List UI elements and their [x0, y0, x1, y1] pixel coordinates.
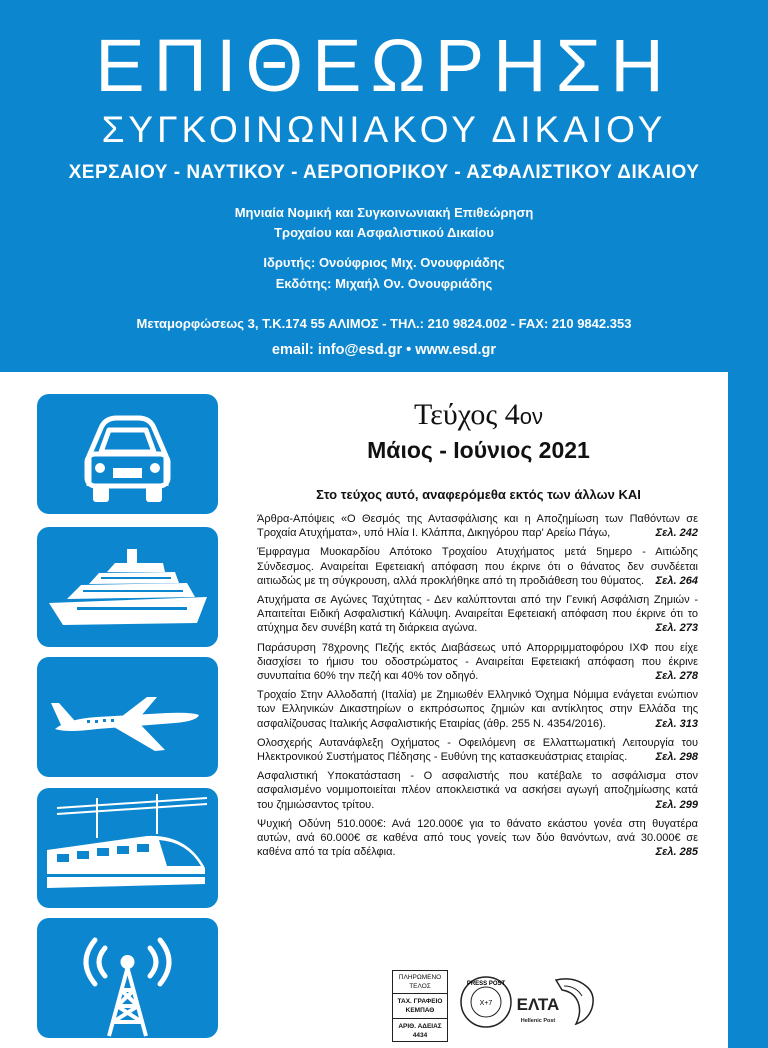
journal-subtitle: ΣΥΓΚΟΙΝΩΝΙΑΚΟΥ ΔΙΚΑΙΟΥ: [101, 109, 667, 150]
founder: Ιδρυτής: Ονούφριος Μιχ. Ονουφριάδης: [263, 255, 505, 270]
postage-paid-stamp: [392, 970, 448, 1042]
list-item: [257, 688, 698, 731]
page-ref: Σελ. 285: [655, 846, 698, 859]
article-list: [257, 512, 698, 864]
issue-suffix: ον: [519, 404, 543, 429]
article-text: Τροχαίο Στην Αλλοδαπή (Ιταλία) με Ζημιωθέν Ελληνικό Όχημα Νόμιμα ενάγεται ενώπιον των Ελληνικών Δικαστηρίων ο εκπρόσωπος ζημιών και αντίκλητος στην Ελλάδα της ασφαλίζουσας Ιταλικής Ασφαλιστικής Εταιρίας (άθρ. 255 Ν. 4354/2016).: [257, 689, 698, 730]
article-text: Παράσυρση 78χρονης Πεζής εκτός Διαβάσεως υπό Απορριμματοφόρου ΙΧΦ που είχε διασχίσει το ήμισυ του οδοστρώματος - Αναιρείται Εφετειακή απόφαση που έκρινε συνυπαίτια 60% την πεζή και 40% τον οδηγό.: [257, 641, 698, 683]
antenna-icon: [37, 918, 218, 1038]
issue-intro: Στο τεύχος αυτό, αναφερόμεθα εκτός των άλλων ΚΑΙ: [316, 487, 641, 502]
description-line1: Μηνιαία Νομική και Συγκοινωνιακή Επιθεώρηση: [234, 205, 534, 220]
page-ref: Σελ. 298: [655, 751, 698, 764]
train-icon: [37, 788, 218, 908]
page-ref: Σελ. 273: [655, 622, 698, 635]
page-ref: Σελ. 299: [655, 798, 698, 811]
right-edge-strip: [728, 372, 768, 1048]
address: Μεταμορφώσεως 3, Τ.Κ.174 55 ΑΛΙΜΟΣ - ΤΗΛ.: 210 9824.002 - FAX: 210 9842.353: [136, 316, 632, 331]
airplane-icon: [37, 657, 218, 777]
article-text: Ολοσχερής Αυτανάφλεξη Οχήματος - Οφειλόμενη σε Ελλαττωματική Λειτουργία του Ηλεκτρονικού Συστήματος Πέδησης - Ευθύνη της κατασκευάστριας εταιρίας.: [257, 736, 698, 764]
elta-name: ΕΛΤΑ: [516, 995, 560, 1014]
list-item: [257, 736, 698, 764]
stamp-line1: ΠΛΗΡΩΜΕΝΟ ΤΕΛΟΣ: [393, 971, 447, 994]
journal-title: ΕΠΙΘΕΩΡΗΣΗ: [95, 24, 673, 107]
list-item: [257, 769, 698, 812]
page-ref: Σελ. 278: [655, 670, 698, 683]
elta-sub: Hellenic Post: [520, 1018, 556, 1024]
page-ref: Σελ. 313: [655, 717, 698, 730]
contact-links[interactable]: email: info@esd.gr • www.esd.gr: [271, 342, 497, 358]
elta-logo: [516, 972, 606, 1032]
page-ref: Σελ. 264: [655, 574, 698, 587]
issue-date: Μάιος - Ιούνιος 2021: [367, 437, 590, 463]
law-branches: ΧΕΡΣΑΙΟΥ - ΝΑΥΤΙΚΟΥ - ΑΕΡΟΠΟΡΙΚΟΥ - ΑΣΦΑΛΙΣΤΙΚΟΥ ΔΙΚΑΙΟΥ: [68, 162, 700, 183]
ship-icon: [37, 527, 218, 647]
masthead: [0, 0, 768, 372]
stamp-line2: ΤΑΧ. ΓΡΑΦΕΙΟ ΚΕΜΠΑΘ: [393, 994, 447, 1019]
list-item: [257, 512, 698, 540]
page-ref: Σελ. 242: [655, 527, 698, 540]
article-text: Ατυχήματα σε Αγώνες Ταχύτητας - Δεν καλύπτονται από την Γενική Ασφάλιση Ζημιών - Απαιτείται Ειδική Ασφαλιστική Κάλυψη. Αναιρείται Εφετειακή απόφαση που έκρινε ότι το ατύχημα δεν συνέβη κατά τη διάρκεια αγώνα.: [257, 594, 698, 635]
article-text: Έμφραγμα Μυοκαρδίου Απότοκο Τροχαίου Ατυχήματος μετά 5ημερο - Αιτιώδης Σύνδεσμος. Αναιρείται Εφετειακή απόφαση που έκρινε ότι ο θάνατος δεν συνδέεται αιτιωδώς με τη σύγκρουση, αλλά προκλήθηκε από τη προδιάθεση του θύματος.: [257, 546, 698, 587]
press-code: Χ+7: [479, 1000, 493, 1007]
description-line2: Τροχαίου και Ασφαλιστικού Δικαίου: [274, 225, 494, 240]
article-text: Άρθρα-Απόψεις «Ο Θεσμός της Αντασφάλισης και η Αποζημίωση των Παθόντων σε Τροχαία Ατυχήματα», υπό Ηλία Ι. Κλάππα, Δικηγόρου παρ' Αρείω Πάγω,: [257, 513, 698, 540]
stamp-line3: ΑΡΙΘ. ΑΔΕΙΑΣ 4434: [398, 1023, 442, 1039]
list-item: [257, 593, 698, 636]
list-item: [257, 817, 698, 860]
issue-label: Τεύχος 4: [414, 398, 520, 431]
car-icon: [37, 394, 218, 514]
issue-number: [235, 398, 722, 432]
publisher: Εκδότης: Μιχαήλ Ον. Ονουφριάδης: [275, 276, 493, 291]
article-text: Ασφαλιστική Υποκατάσταση - Ο ασφαλιστής που κατέβαλε το ασφάλισμα στον ασφαλισμένο νομιμοποιείται πλέον αποκλειστικά να ασκήσει αγωγή αποζημίωσης κατά του ζημιώσαντος τρίτου.: [257, 770, 698, 811]
press-text: PRESS POST: [466, 981, 506, 987]
list-item: [257, 641, 698, 684]
press-post-logo: [459, 975, 513, 1029]
list-item: [257, 545, 698, 588]
article-text: Ψυχική Οδύνη 510.000€: Ανά 120.000€ για το θάνατο εκάστου γονέα στη θυγατέρα αυτών, ανά 60.000€ σε καθένα από τους γονείς των δύο θανόντων, ανά 30.000€ σε καθένα από τα τρία αδέλφια.: [257, 817, 698, 859]
